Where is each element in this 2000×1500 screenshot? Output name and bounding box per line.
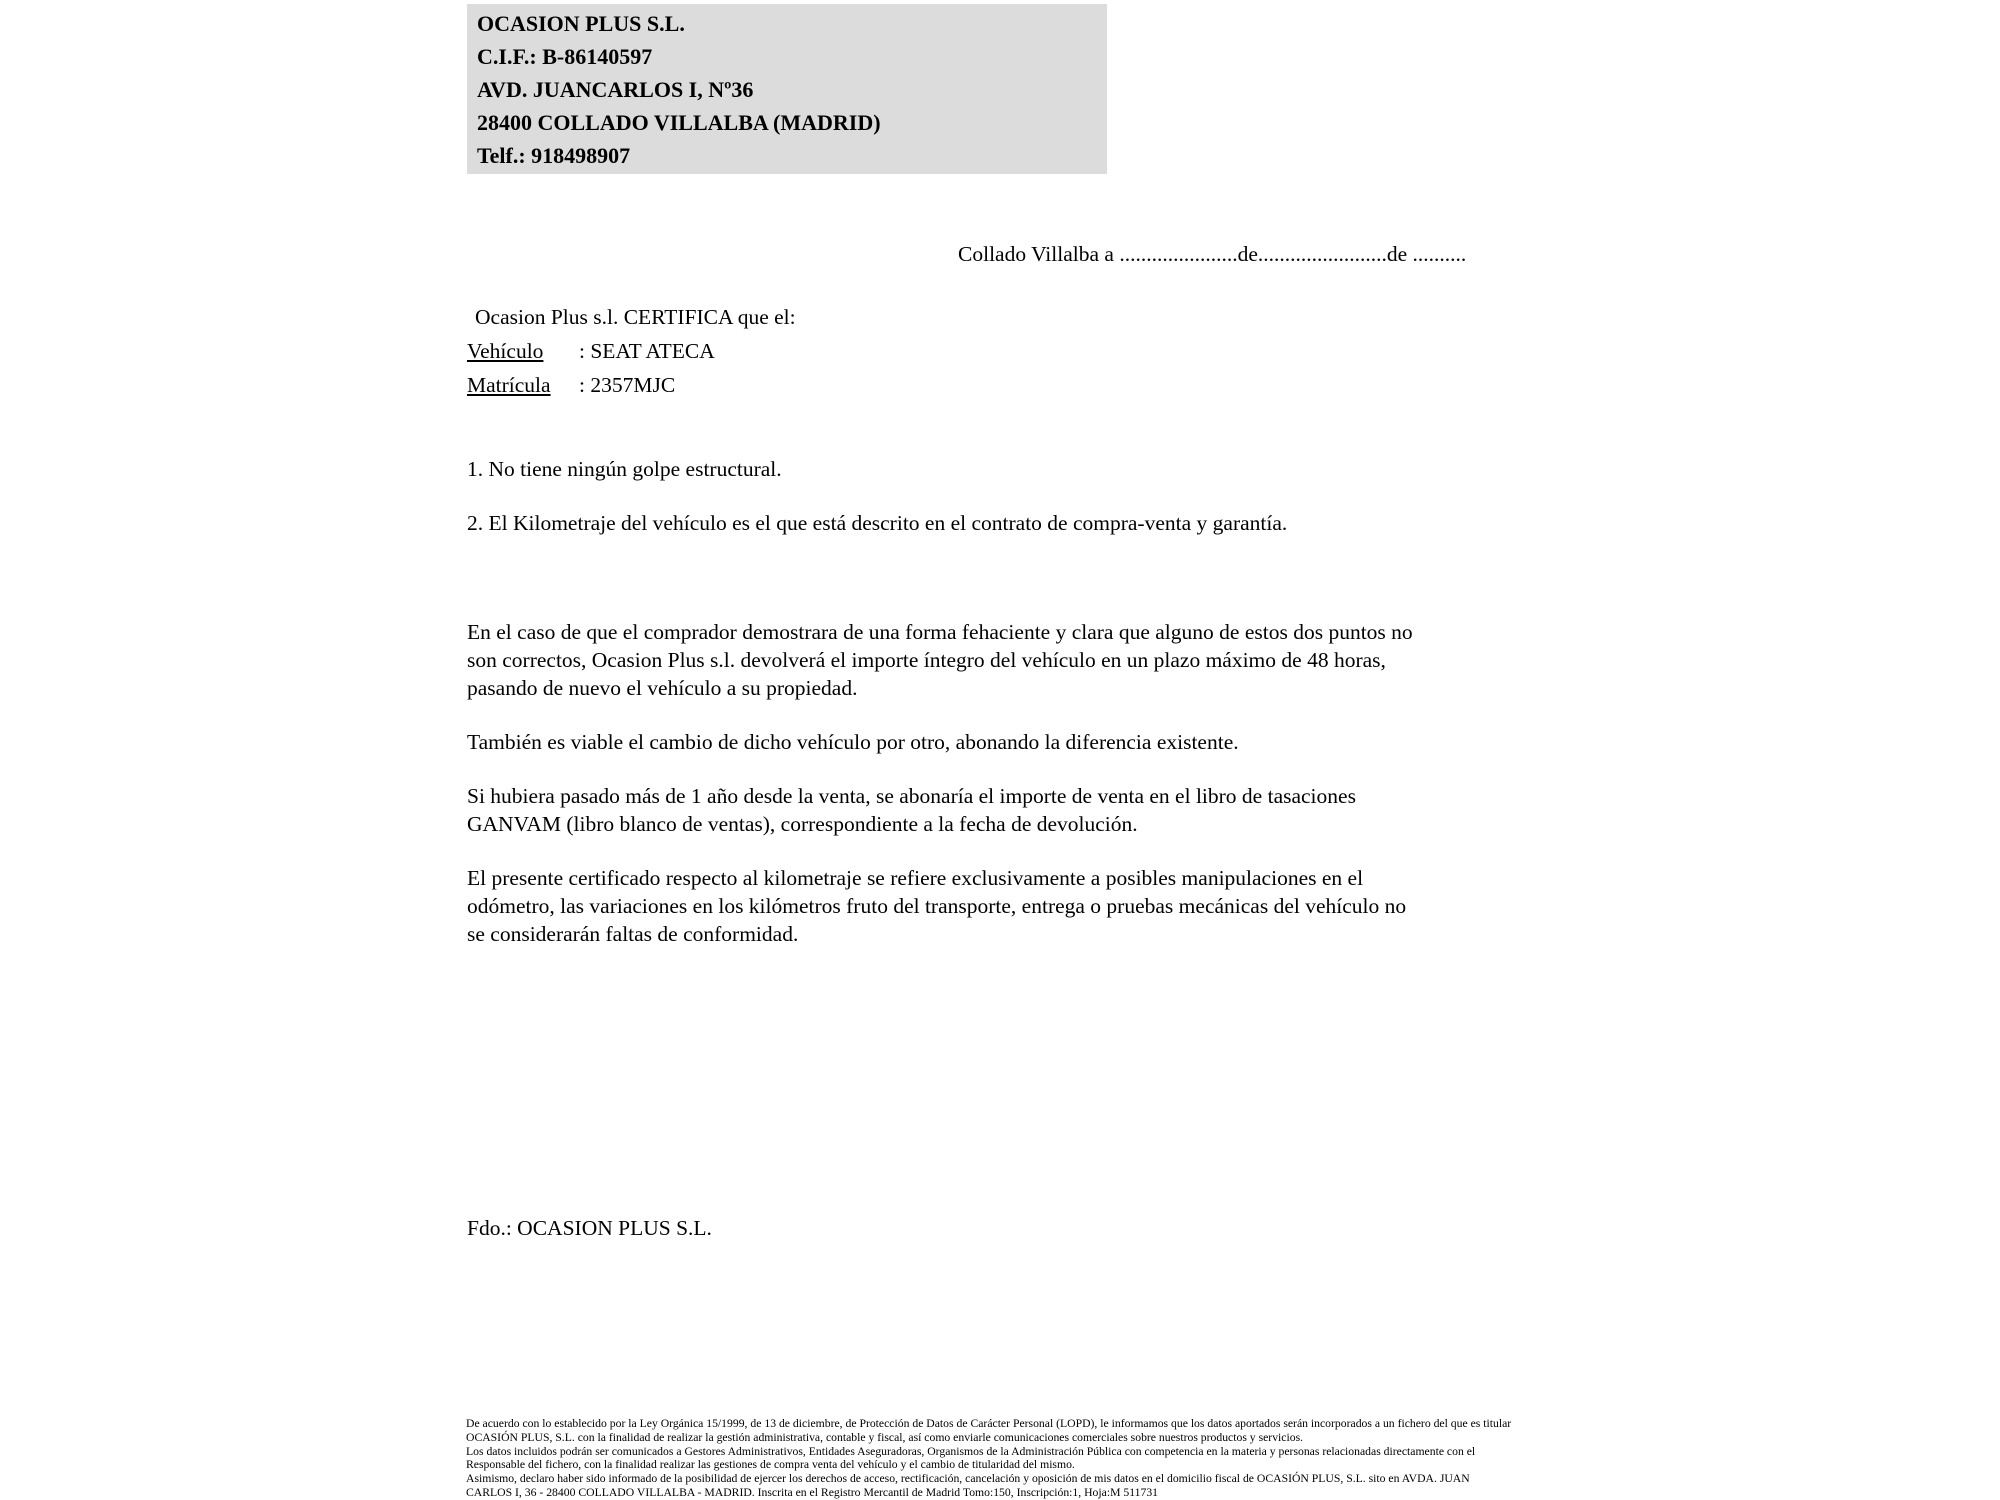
company-header-box: [467, 4, 1107, 174]
paragraph-line: GANVAM (libro blanco de ventas), correspondiente a la fecha de devolución.: [467, 812, 1138, 836]
paragraph-ganvam: [467, 782, 1413, 838]
signature-line: Fdo.: OCASION PLUS S.L.: [467, 1216, 712, 1240]
paragraph-line: Si hubiera pasado más de 1 año desde la venta, se abonaría el importe de venta en el libro de tasaciones: [467, 784, 1356, 808]
legal-line: Los datos incluidos podrán ser comunicados a Gestores Administrativos, Entidades Aseguradoras, Organismos de la Administración Pública con competencia en la materia y personas relacionadas directamente con el: [466, 1444, 1476, 1458]
company-name: OCASION PLUS S.L.: [477, 11, 685, 36]
numbered-points: [467, 456, 1287, 564]
point-2: 2. El Kilometraje del vehículo es el que está descrito en el contrato de compra-venta y garantía.: [467, 511, 1288, 535]
legal-footer: [466, 1417, 1511, 1500]
date-line: Collado Villalba a ......................de........................de ..........: [958, 242, 1467, 266]
vehicle-label-wrap: [467, 334, 579, 368]
plate-label-wrap: [467, 368, 579, 402]
legal-line: CARLOS I, 36 - 28400 COLLADO VILLALBA - MADRID. Inscrita en el Registro Mercantil de Madrid Tomo:150, Inscripción:1, Hoja:M 511731: [466, 1485, 1159, 1499]
paragraph-line: En el caso de que el comprador demostrara de una forma fehaciente y clara que alguno de estos dos puntos no: [467, 620, 1413, 644]
company-city: 28400 COLLADO VILLALBA (MADRID): [477, 110, 881, 135]
vehicle-value: : SEAT ATECA: [579, 339, 715, 363]
legal-line: OCASIÓN PLUS, S.L. con la finalidad de realizar la gestión administrativa, contable y fiscal, así como enviarle comunicaciones comerciales sobre nuestros productos y servicios.: [466, 1430, 1304, 1444]
paragraph-line: odómetro, las variaciones en los kilómetros fruto del transporte, entrega o pruebas mecánicas del vehículo no: [467, 894, 1407, 918]
vehicle-label: Vehículo: [467, 339, 544, 363]
paragraph-odometer: [467, 864, 1413, 948]
plate-label: Matrícula: [467, 373, 551, 397]
paragraph-refund: [467, 618, 1413, 702]
vehicle-row: [467, 334, 796, 368]
legal-line: Responsable del fichero, con la finalidad realizar las gestiones de compra venta del vehículo y el cambio de titularidad del mismo.: [466, 1458, 1075, 1472]
paragraph-line: pasando de nuevo el vehículo a su propiedad.: [467, 676, 858, 700]
point-1: 1. No tiene ningún golpe estructural.: [467, 457, 782, 481]
paragraph-line: También es viable el cambio de dicho vehículo por otro, abonando la diferencia existente.: [467, 730, 1239, 754]
paragraph-line: se considerarán faltas de conformidad.: [467, 922, 799, 946]
plate-value: : 2357MJC: [579, 373, 676, 397]
body-paragraphs: [467, 618, 1413, 974]
company-address: AVD. JUANCARLOS I, Nº36: [477, 77, 754, 102]
certificate-block: [467, 300, 796, 402]
legal-line: De acuerdo con lo establecido por la Ley Orgánica 15/1999, de 13 de diciembre, de Protección de Datos de Carácter Personal (LOPD), le informamos que los datos aportados serán incorporados a un fichero del que es titular: [466, 1417, 1512, 1430]
paragraph-exchange: [467, 728, 1413, 756]
company-cif: C.I.F.: B-86140597: [477, 44, 653, 69]
certify-intro: Ocasion Plus s.l. CERTIFICA que el:: [475, 305, 796, 329]
company-phone: Telf.: 918498907: [477, 143, 631, 168]
plate-row: [467, 368, 796, 402]
paragraph-line: son correctos, Ocasion Plus s.l. devolverá el importe íntegro del vehículo en un plazo máximo de 48 horas,: [467, 648, 1386, 672]
legal-line: Asimismo, declaro haber sido informado de la posibilidad de ejercer los derechos de acceso, rectificación, cancelación y oposición de mis datos en el domicilio fiscal de OCASIÓN PLUS, S.L. sito en AVDA. JUAN: [466, 1472, 1470, 1486]
paragraph-line: El presente certificado respecto al kilometraje se refiere exclusivamente a posibles manipulaciones en el: [467, 866, 1364, 890]
